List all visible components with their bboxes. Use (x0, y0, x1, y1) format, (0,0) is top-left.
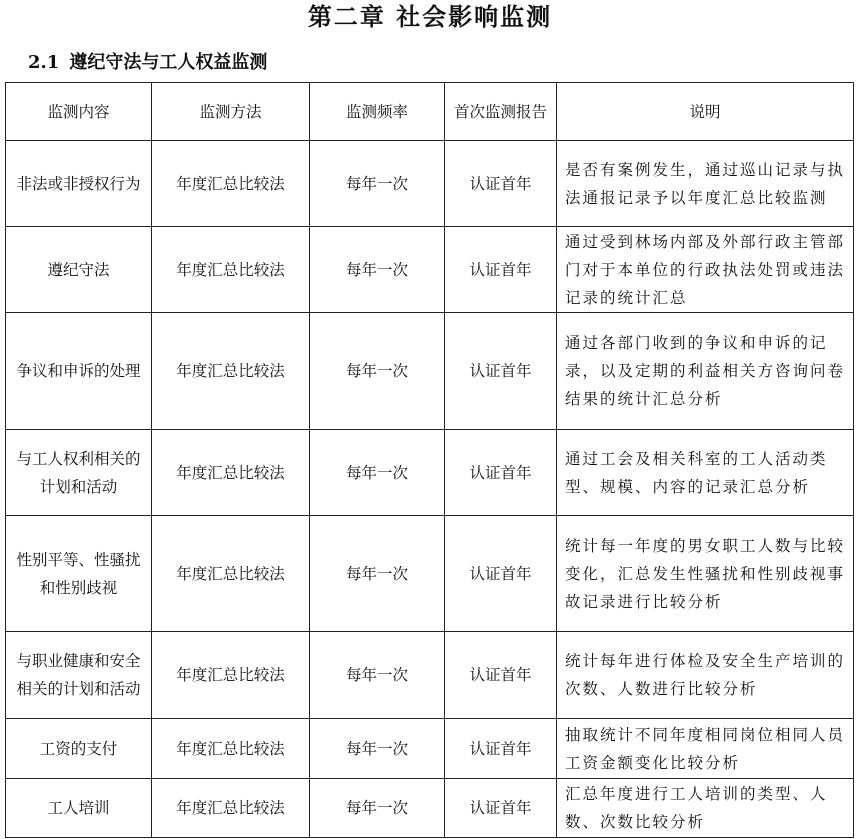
table-row (6, 719, 854, 779)
content-cell: 与工人权利相关的计划和活动 (6, 430, 152, 516)
note-cell: 汇总年度进行工人培训的类型、人数、次数比较分析 (557, 779, 854, 838)
first-report-cell: 认证首年 (445, 719, 557, 779)
first-report-cell: 认证首年 (445, 313, 557, 430)
header-first-report: 首次监测报告 (445, 83, 557, 141)
note-cell: 通过工会及相关科室的工人活动类型、规模、内容的记录汇总分析 (557, 430, 854, 516)
header-content: 监测内容 (6, 83, 152, 141)
header-frequency: 监测频率 (310, 83, 445, 141)
table-row (6, 227, 854, 313)
header-note: 说明 (557, 83, 854, 141)
frequency-cell: 每年一次 (310, 632, 445, 719)
note-cell: 是否有案例发生，通过巡山记录与执法通报记录予以年度汇总比较监测 (557, 141, 854, 227)
method-cell: 年度汇总比较法 (152, 141, 310, 227)
table-row (6, 779, 854, 838)
method-cell: 年度汇总比较法 (152, 779, 310, 838)
monitoring-table (5, 82, 854, 838)
header-method: 监测方法 (152, 83, 310, 141)
frequency-cell: 每年一次 (310, 430, 445, 516)
table-row (6, 313, 854, 430)
note-cell: 抽取统计不同年度相同岗位相同人员工资金额变化比较分析 (557, 719, 854, 779)
content-cell: 非法或非授权行为 (6, 141, 152, 227)
table-row (6, 632, 854, 719)
table-row (6, 430, 854, 516)
content-cell: 遵纪守法 (6, 227, 152, 313)
method-cell: 年度汇总比较法 (152, 632, 310, 719)
method-cell: 年度汇总比较法 (152, 227, 310, 313)
chapter-title: 第二章 社会影响监测 (307, 3, 553, 31)
table-row (6, 516, 854, 632)
first-report-cell: 认证首年 (445, 779, 557, 838)
first-report-cell: 认证首年 (445, 430, 557, 516)
frequency-cell: 每年一次 (310, 227, 445, 313)
method-cell: 年度汇总比较法 (152, 516, 310, 632)
method-cell: 年度汇总比较法 (152, 430, 310, 516)
content-cell: 与职业健康和安全相关的计划和活动 (6, 632, 152, 719)
content-cell: 工人培训 (6, 779, 152, 838)
section-heading: 遵纪守法与工人权益监测 (69, 52, 268, 73)
content-cell: 工资的支付 (6, 719, 152, 779)
section-number: 2.1 (28, 52, 60, 73)
frequency-cell: 每年一次 (310, 516, 445, 632)
frequency-cell: 每年一次 (310, 141, 445, 227)
first-report-cell: 认证首年 (445, 141, 557, 227)
table-row (6, 141, 854, 227)
method-cell: 年度汇总比较法 (152, 719, 310, 779)
first-report-cell: 认证首年 (445, 227, 557, 313)
frequency-cell: 每年一次 (310, 313, 445, 430)
frequency-cell: 每年一次 (310, 779, 445, 838)
note-cell: 统计每年进行体检及安全生产培训的次数、人数进行比较分析 (557, 632, 854, 719)
note-cell: 统计每一年度的男女职工人数与比较变化，汇总发生性骚扰和性别歧视事故记录进行比较分析 (557, 516, 854, 632)
table-header-row (6, 83, 854, 141)
content-cell: 争议和申诉的处理 (6, 313, 152, 430)
first-report-cell: 认证首年 (445, 632, 557, 719)
first-report-cell: 认证首年 (445, 516, 557, 632)
section-title (28, 50, 267, 76)
note-cell: 通过各部门收到的争议和申诉的记录，以及定期的利益相关方咨询问卷结果的统计汇总分析 (557, 313, 854, 430)
note-cell: 通过受到林场内部及外部行政主管部门对于本单位的行政执法处罚或违法记录的统计汇总 (557, 227, 854, 313)
content-cell: 性别平等、性骚扰和性别歧视 (6, 516, 152, 632)
method-cell: 年度汇总比较法 (152, 313, 310, 430)
frequency-cell: 每年一次 (310, 719, 445, 779)
